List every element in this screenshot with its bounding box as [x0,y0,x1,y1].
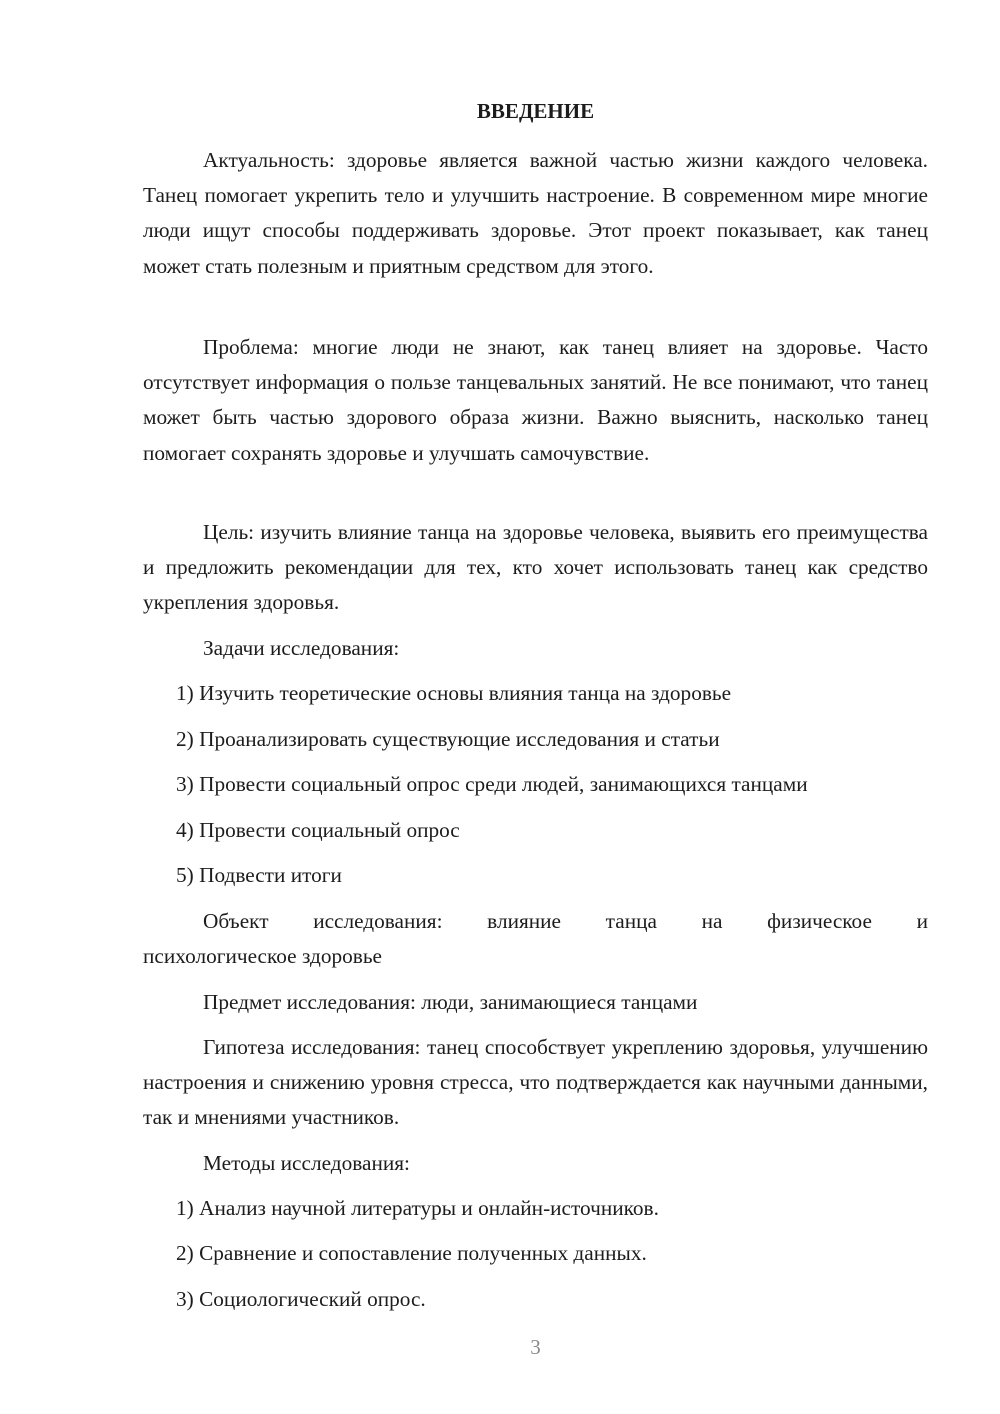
page-number: 3 [530,1335,541,1359]
relevance-paragraph: Актуальность: здоровье является важной частью жизни каждого человека. Танец помогает укрепить тело и улучшить настроение. В современном мире многие люди ищут способы поддерживать здоровье. Этот проект показывает, как танец может стать полезным и приятным средством для этого. [143,148,928,278]
document-page [143,0,928,1414]
goal-paragraph: Цель: изучить влияние танца на здоровье человека, выявить его преимущества и предложить рекомендации для тех, кто хочет использовать танец как средство укрепления здоровья. [143,520,928,615]
task-item-4: 4) Провести социальный опрос [176,818,460,842]
method-item-3: 3) Социологический опрос. [176,1287,426,1311]
object-word: на [701,909,723,933]
methods-heading: Методы исследования: [203,1151,410,1175]
page-title: ВВЕДЕНИЕ [476,99,595,123]
hypothesis-paragraph: Гипотеза исследования: танец способствует укреплению здоровья, улучшению настроения и снижению уровня стресса, что подтверждается как научными данными, так и мнениями участников. [143,1035,928,1130]
task-item-3: 3) Провести социальный опрос среди людей, занимающихся танцами [176,772,808,796]
problem-paragraph: Проблема: многие люди не знают, как танец влияет на здоровье. Часто отсутствует информация о пользе танцевальных занятий. Не все понимают, что танец может быть частью здорового образа жизни. Важно выяснить, насколько танец помогает сохранять здоровье и улучшать самочувствие. [143,335,928,465]
object-word: физическое [767,909,872,933]
method-item-2: 2) Сравнение и сопоставление полученных данных. [176,1241,647,1265]
method-item-1: 1) Анализ научной литературы и онлайн-источников. [176,1196,659,1220]
object-continuation: психологическое здоровье [143,944,382,968]
object-word: и [916,909,928,933]
object-word: Объект [203,909,269,933]
task-item-1: 1) Изучить теоретические основы влияния танца на здоровье [176,681,732,705]
task-item-2: 2) Проанализировать существующие исследования и статьи [176,727,720,751]
object-word: влияние [487,909,562,933]
object-word: исследования: [313,909,443,933]
subject-paragraph: Предмет исследования: люди, занимающиеся танцами [203,990,698,1014]
tasks-heading: Задачи исследования: [203,636,400,660]
object-line [203,904,928,939]
object-word: танца [605,909,657,933]
task-item-5: 5) Подвести итоги [176,863,342,887]
